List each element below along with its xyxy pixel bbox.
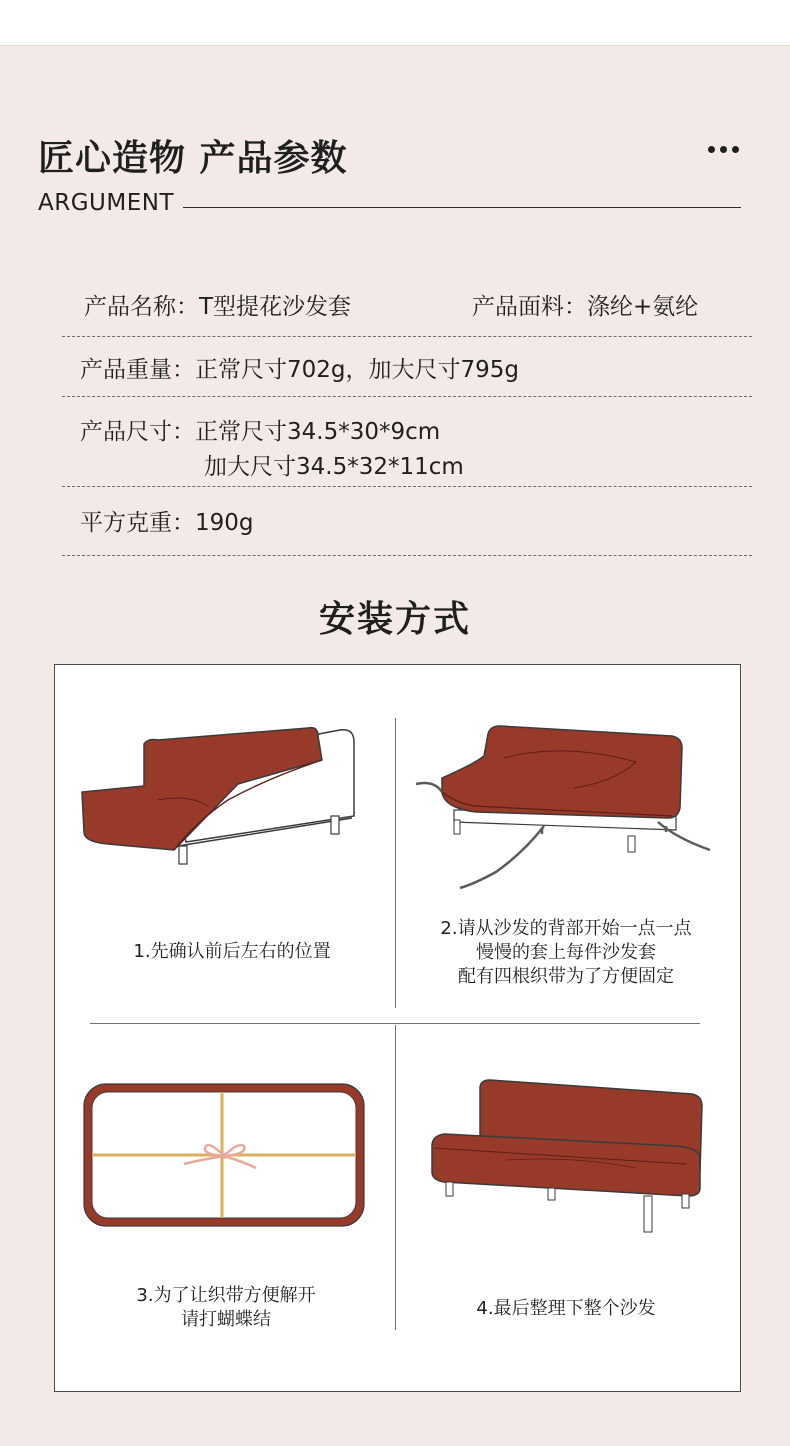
page-title: 匠心造物 产品参数 [38, 138, 348, 179]
finished-sofa-illustration [426, 1076, 708, 1236]
step-4-caption [406, 1297, 726, 1321]
param-weight: 产品重量：正常尺寸702g，加大尺寸795g [80, 357, 519, 383]
step-3-line-1: 3.为了让织带方便解开 [136, 1285, 316, 1306]
step-1-line-1: 1.先确认前后左右的位置 [133, 941, 331, 962]
panel-divider-vertical [395, 718, 396, 1008]
dashed-divider [62, 396, 752, 397]
dashed-divider [62, 336, 752, 337]
step-2-caption [406, 917, 726, 989]
step-2-line-1: 2.请从沙发的背部开始一点一点 [440, 918, 692, 939]
param-gsm: 平方克重：190g [80, 510, 254, 536]
panel-divider-horizontal [90, 1023, 700, 1024]
param-name: 产品名称：T型提花沙发套 [84, 294, 352, 320]
step-3-line-2: 请打蝴蝶结 [181, 1309, 271, 1330]
install-title: 安装方式 [318, 599, 471, 640]
ellipsis-icon[interactable] [708, 146, 739, 153]
param-size-2: 加大尺寸34.5*32*11cm [204, 454, 464, 480]
section-subtitle: ARGUMENT [38, 190, 175, 216]
sofa-draping-cover-illustration [78, 724, 368, 874]
dashed-divider [62, 486, 752, 487]
subtitle-divider [183, 207, 741, 208]
step-2-line-2: 慢慢的套上每件沙发套 [476, 942, 656, 963]
step-3-caption [66, 1284, 386, 1332]
step-2-line-3: 配有四根织带为了方便固定 [458, 966, 674, 987]
panel-divider-vertical [395, 1025, 396, 1330]
sofa-cover-straps-illustration [414, 722, 714, 892]
step-4-line-1: 4.最后整理下整个沙发 [476, 1298, 656, 1319]
bow-tie-straps-illustration [80, 1082, 370, 1232]
param-fabric: 产品面料：涤纶+氨纶 [472, 294, 699, 320]
param-size-1: 产品尺寸：正常尺寸34.5*30*9cm [80, 419, 441, 445]
top-strip [0, 0, 790, 46]
step-1-caption [72, 940, 392, 964]
dashed-divider [62, 555, 752, 556]
